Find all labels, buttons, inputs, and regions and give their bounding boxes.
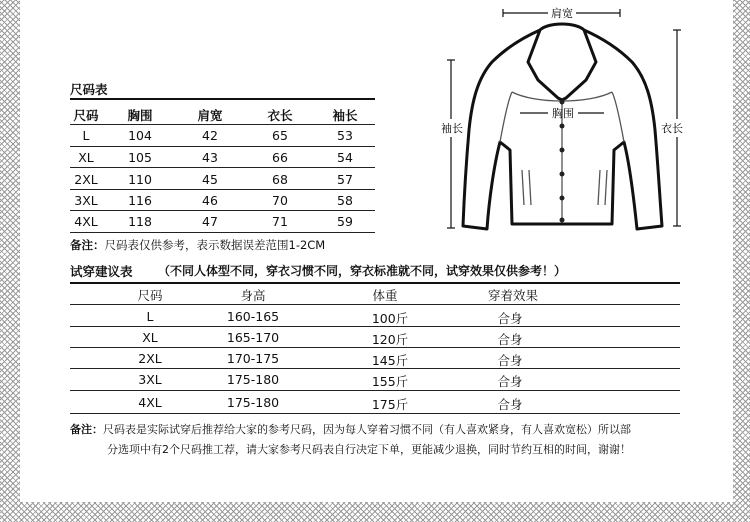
fit-row-rule <box>70 304 680 305</box>
fit-size-cell: L <box>146 309 154 324</box>
fit-effect-cell: 合身 <box>497 311 523 326</box>
fit-height-cell: 175-180 <box>226 372 280 387</box>
size-row-rule <box>70 167 375 168</box>
shoulder-cell: 47 <box>202 214 218 229</box>
fit-table-subtitle: （不同人体型不同，穿衣习惯不同，穿衣标准就不同，试穿效果仅供参考！） <box>158 264 567 278</box>
fit-table-title: 试穿建议表 <box>70 264 133 279</box>
shoulder-cell: 43 <box>202 150 218 165</box>
size-row-rule <box>70 210 375 211</box>
length-cell: 70 <box>272 193 288 208</box>
shoulder-cell: 42 <box>202 128 218 143</box>
fit-effect-cell: 合身 <box>497 332 523 347</box>
fit-weight-cell: 175斤 <box>371 397 409 412</box>
fit-header-weight: 体重 <box>372 288 398 303</box>
fit-size-cell: XL <box>142 330 158 345</box>
size-cell: 3XL <box>74 193 98 208</box>
size-header-length: 衣长 <box>267 108 293 123</box>
shoulder-cell: 45 <box>202 172 218 187</box>
fit-header-height: 身高 <box>240 288 266 303</box>
size-header-shoulder: 肩宽 <box>197 108 223 123</box>
sleeve-cell: 54 <box>337 150 353 165</box>
fit-size-cell: 3XL <box>138 372 162 387</box>
fit-table-note-line2: 分选项中有2个尺码推工荐，请大家参考尺码表自行决定下单，更能减少退换，同时节约互相的时间，谢谢！ <box>107 443 631 456</box>
fit-table-note-line1 <box>70 421 631 437</box>
fit-size-cell: 2XL <box>138 351 162 366</box>
fit-weight-cell: 100斤 <box>371 311 409 326</box>
fit-row-rule <box>70 368 680 369</box>
fit-height-cell: 160-165 <box>226 309 280 324</box>
length-label: 衣长 <box>661 122 683 135</box>
note-label: 备注： <box>70 423 103 436</box>
note-text: 尺码表仅供参考，表示数据误差范围1-2CM <box>104 238 326 252</box>
size-cell: L <box>82 128 90 143</box>
chest-cell: 116 <box>128 193 152 208</box>
chest-cell: 118 <box>128 214 152 229</box>
size-table-note <box>70 237 325 253</box>
length-cell: 65 <box>272 128 288 143</box>
chest-cell: 110 <box>128 172 152 187</box>
note-label: 备注： <box>70 238 105 252</box>
fit-effect-cell: 合身 <box>497 374 523 389</box>
chest-cell: 105 <box>128 150 152 165</box>
fit-size-cell: 4XL <box>138 395 162 410</box>
fit-row-rule <box>70 390 680 391</box>
fit-header-effect: 穿着效果 <box>487 288 538 303</box>
length-cell: 66 <box>272 150 288 165</box>
chest-label: 胸围 <box>552 107 574 120</box>
fit-row-rule <box>70 326 680 327</box>
fit-height-cell: 170-175 <box>226 351 280 366</box>
size-cell: 4XL <box>74 214 98 229</box>
size-header-size: 尺码 <box>73 108 99 123</box>
size-table-title: 尺码表 <box>70 82 108 97</box>
size-header-sleeve: 袖长 <box>332 108 358 123</box>
shoulder-cell: 46 <box>202 193 218 208</box>
jacket-diagram <box>432 0 700 245</box>
size-cell: XL <box>78 150 94 165</box>
sleeve-cell: 57 <box>337 172 353 187</box>
fit-header-size: 尺码 <box>137 288 163 303</box>
fit-effect-cell: 合身 <box>497 397 523 412</box>
note-text: 尺码表是实际试穿后推荐给大家的参考尺码，因为每人穿着习惯不同（有人喜欢紧身，有人喜欢宽松）所以部 <box>103 423 631 436</box>
size-cell: 2XL <box>74 172 98 187</box>
chest-cell: 104 <box>128 128 152 143</box>
fit-height-cell: 175-180 <box>226 395 280 410</box>
fit-height-cell: 165-170 <box>226 330 280 345</box>
size-header-chest: 胸围 <box>127 108 153 123</box>
size-row-rule <box>70 124 375 125</box>
fit-table-bottom-rule <box>70 413 680 414</box>
fit-weight-cell: 145斤 <box>371 353 409 368</box>
sleeve-label: 袖长 <box>441 122 463 135</box>
fit-row-rule <box>70 347 680 348</box>
fit-table-top-rule <box>70 282 680 284</box>
fit-weight-cell: 120斤 <box>371 332 409 347</box>
size-row-rule <box>70 189 375 190</box>
sleeve-cell: 53 <box>337 128 353 143</box>
length-cell: 71 <box>272 214 288 229</box>
fit-effect-cell: 合身 <box>497 353 523 368</box>
shoulder-label: 肩宽 <box>551 7 573 20</box>
length-cell: 68 <box>272 172 288 187</box>
size-row-rule <box>70 146 375 147</box>
size-table-bottom-rule <box>70 232 375 233</box>
fit-weight-cell: 155斤 <box>371 374 409 389</box>
sleeve-cell: 59 <box>337 214 353 229</box>
size-table-top-rule <box>70 98 375 100</box>
sleeve-cell: 58 <box>337 193 353 208</box>
